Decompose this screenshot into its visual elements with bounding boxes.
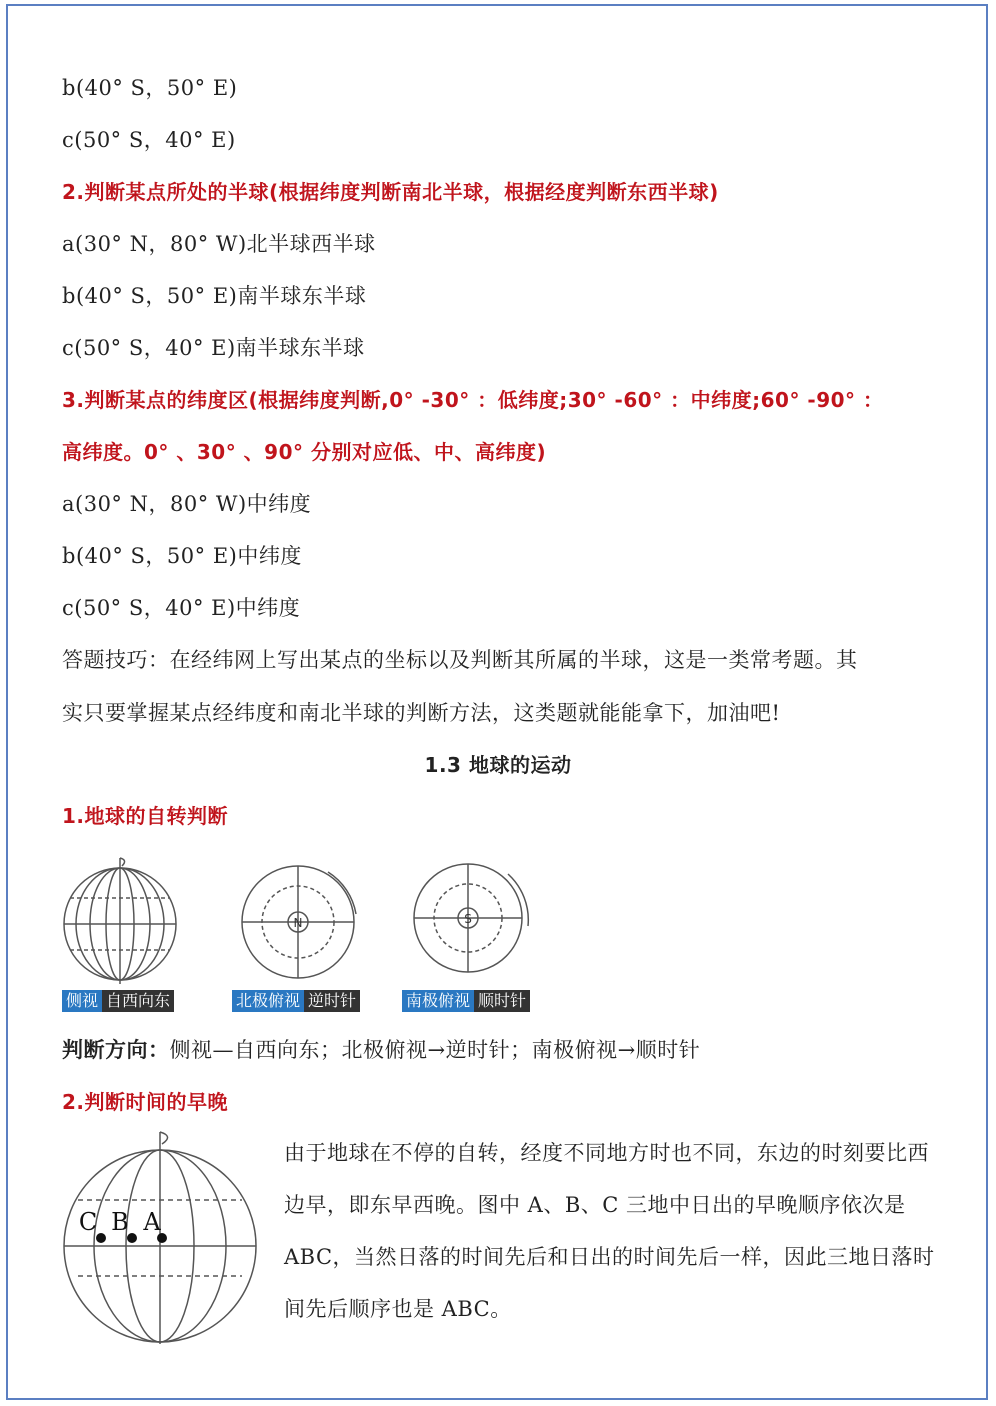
zone-b: b(40° S，50° E)中纬度 bbox=[62, 544, 302, 568]
globe-label-a: A bbox=[143, 1208, 161, 1236]
hemisphere-b: b(40° S，50° E)南半球东半球 bbox=[62, 284, 367, 308]
heading-latitude-zone: 3.判断某点的纬度区(根据纬度判断,0° -30° ：低纬度;30° -60° ：中纬度;60° -90° ： bbox=[62, 388, 884, 412]
time-explanation-paragraph: 由于地球在不停的自转，经度不同地方时也不同，东边的时刻要比西边早，即东早西晚。图中 A、B、C 三地中日出的早晚顺序依次是 ABC，当然日落的时间先后和日出的时间先后一样，因此三地日落时间先后顺序也是 ABC。 bbox=[284, 1141, 935, 1321]
north-pole-letter: N bbox=[293, 916, 303, 930]
coord-c: c(50° S，40° E) bbox=[62, 128, 236, 152]
south-view-caption bbox=[402, 990, 530, 1012]
tip-line-2: 实只要掌握某点经纬度和南北半球的判断方法，这类题就能能拿下，加油吧! bbox=[62, 701, 781, 725]
north-view-label: 北极俯视 bbox=[232, 990, 304, 1012]
direction-text: 侧视—自西向东；北极俯视→逆时针；南极俯视→顺时针 bbox=[169, 1038, 701, 1062]
direction-summary bbox=[62, 1035, 700, 1065]
direction-label: 判断方向： bbox=[62, 1038, 170, 1062]
hemisphere-c: c(50° S，40° E)南半球东半球 bbox=[62, 336, 365, 360]
side-view-caption bbox=[62, 990, 174, 1012]
north-view-direction: 逆时针 bbox=[304, 990, 360, 1012]
heading-rotation: 1.地球的自转判断 bbox=[62, 804, 229, 828]
north-view-caption bbox=[232, 990, 360, 1012]
tip-line-1: 答题技巧：在经纬网上写出某点的坐标以及判断其所属的半球，这是一类常考题。其 bbox=[62, 648, 858, 672]
heading-time: 2.判断时间的早晚 bbox=[62, 1090, 229, 1114]
side-view-direction: 自西向东 bbox=[102, 990, 174, 1012]
south-pole-view-figure bbox=[404, 862, 536, 986]
globe-label-c: C bbox=[78, 1208, 98, 1236]
zone-a: a(30° N，80° W)中纬度 bbox=[62, 492, 312, 516]
heading-latitude-zone-cont: 高纬度。0° 、30° 、90° 分别对应低、中、高纬度) bbox=[62, 440, 547, 464]
south-view-label: 南极俯视 bbox=[402, 990, 474, 1012]
heading-hemisphere: 2.判断某点所处的半球(根据纬度判断南北半球，根据经度判断东西半球) bbox=[62, 180, 719, 204]
sunrise-globe-figure bbox=[62, 1128, 262, 1344]
section-title: 1.3 地球的运动 bbox=[424, 753, 572, 777]
side-view-label: 侧视 bbox=[62, 990, 102, 1012]
north-pole-view-figure bbox=[232, 862, 364, 986]
coord-b: b(40° S，50° E) bbox=[62, 76, 238, 100]
side-view-globe-figure bbox=[58, 848, 186, 984]
globe-label-b: B bbox=[111, 1208, 129, 1236]
hemisphere-a: a(30° N，80° W)北半球西半球 bbox=[62, 232, 376, 256]
zone-c: c(50° S，40° E)中纬度 bbox=[62, 596, 301, 620]
south-view-direction: 顺时针 bbox=[474, 990, 530, 1012]
south-pole-letter: S bbox=[464, 912, 472, 926]
